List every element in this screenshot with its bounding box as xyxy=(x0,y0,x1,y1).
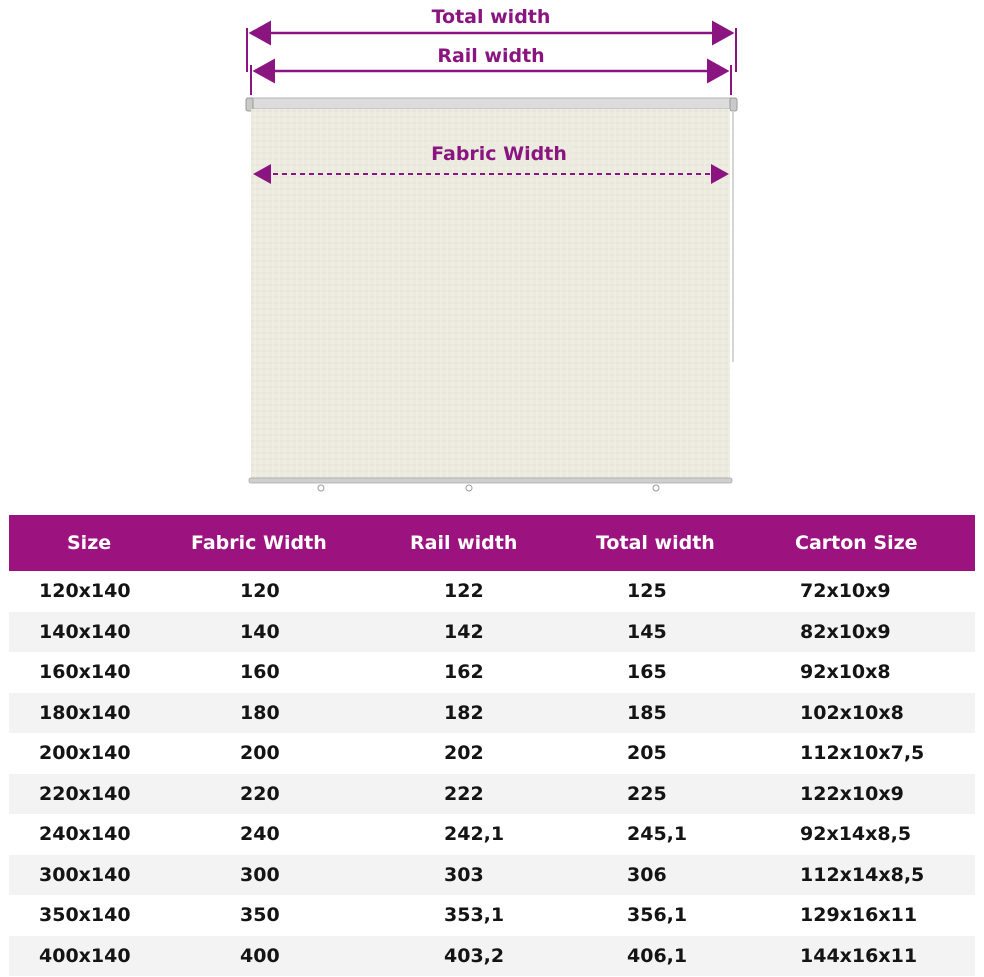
table-row xyxy=(9,814,975,855)
cell-fabric-width: 350 xyxy=(240,904,280,927)
cell-rail-width: 222 xyxy=(444,782,484,805)
cell-carton-size: 72x10x9 xyxy=(800,580,891,603)
cell-rail-width: 182 xyxy=(444,701,484,724)
table-row xyxy=(9,733,975,774)
cell-fabric-width: 160 xyxy=(240,661,280,684)
cell-carton-size: 112x14x8,5 xyxy=(800,863,925,886)
cell-carton-size: 102x10x8 xyxy=(800,701,904,724)
header-total-width: Total width xyxy=(596,532,715,554)
cell-rail-width: 353,1 xyxy=(444,904,505,927)
cell-total-width: 356,1 xyxy=(627,904,688,927)
table-header-row xyxy=(9,515,975,571)
cell-rail-width: 142 xyxy=(444,620,484,643)
cell-fabric-width: 200 xyxy=(240,742,280,765)
table-row xyxy=(9,855,975,896)
cell-size: 240x140 xyxy=(39,823,131,846)
cell-total-width: 165 xyxy=(627,661,667,684)
cell-carton-size: 129x16x11 xyxy=(800,904,918,927)
table-row xyxy=(9,936,975,977)
cell-rail-width: 242,1 xyxy=(444,823,505,846)
cell-total-width: 145 xyxy=(627,620,667,643)
header-fabric-width: Fabric Width xyxy=(191,532,327,554)
cell-carton-size: 82x10x9 xyxy=(800,620,891,643)
cell-total-width: 306 xyxy=(627,863,667,886)
header-carton-size: Carton Size xyxy=(795,532,918,554)
table-row xyxy=(9,774,975,815)
rail-width-dimension xyxy=(251,65,731,95)
total-width-label: Total width xyxy=(431,6,551,28)
table-row xyxy=(9,571,975,612)
table-row xyxy=(9,612,975,653)
cell-fabric-width: 240 xyxy=(240,823,280,846)
cell-size: 220x140 xyxy=(39,782,131,805)
cell-size: 140x140 xyxy=(39,620,131,643)
cell-size: 160x140 xyxy=(39,661,131,684)
cell-total-width: 225 xyxy=(627,782,667,805)
cell-fabric-width: 120 xyxy=(240,580,280,603)
cell-size: 120x140 xyxy=(39,580,131,603)
bottom-bar xyxy=(249,478,732,491)
cell-fabric-width: 180 xyxy=(240,701,280,724)
header-size: Size xyxy=(67,532,112,554)
cell-rail-width: 202 xyxy=(444,742,484,765)
cell-fabric-width: 300 xyxy=(240,863,280,886)
cell-size: 200x140 xyxy=(39,742,131,765)
cell-size: 400x140 xyxy=(39,944,131,967)
cell-total-width: 406,1 xyxy=(627,944,688,967)
cell-total-width: 185 xyxy=(627,701,667,724)
cell-total-width: 125 xyxy=(627,580,667,603)
cell-carton-size: 122x10x9 xyxy=(800,782,904,805)
cell-total-width: 205 xyxy=(627,742,667,765)
cell-total-width: 245,1 xyxy=(627,823,688,846)
rail-width-label: Rail width xyxy=(437,45,545,67)
table-row xyxy=(9,652,975,693)
cell-size: 350x140 xyxy=(39,904,131,927)
table-body xyxy=(9,571,975,976)
header-rail-width: Rail width xyxy=(410,532,518,554)
table-row xyxy=(9,693,975,734)
table-row xyxy=(9,895,975,936)
cell-size: 180x140 xyxy=(39,701,131,724)
cell-rail-width: 303 xyxy=(444,863,484,886)
cell-rail-width: 122 xyxy=(444,580,484,603)
cell-carton-size: 112x10x7,5 xyxy=(800,742,925,765)
cell-size: 300x140 xyxy=(39,863,131,886)
cell-carton-size: 144x16x11 xyxy=(800,944,918,967)
cell-fabric-width: 400 xyxy=(240,944,280,967)
size-table xyxy=(9,515,975,976)
cell-carton-size: 92x10x8 xyxy=(800,661,891,684)
cell-rail-width: 162 xyxy=(444,661,484,684)
cell-fabric-width: 220 xyxy=(240,782,280,805)
cell-rail-width: 403,2 xyxy=(444,944,505,967)
fabric-width-label: Fabric Width xyxy=(427,144,571,165)
cell-fabric-width: 140 xyxy=(240,620,280,643)
cell-carton-size: 92x14x8,5 xyxy=(800,823,912,846)
